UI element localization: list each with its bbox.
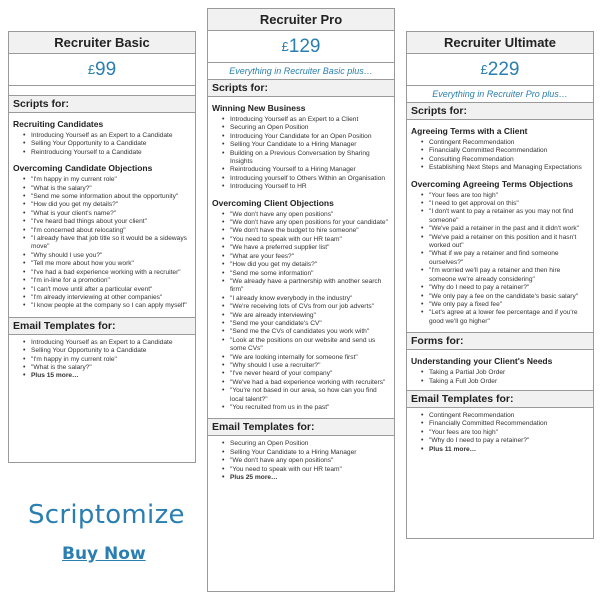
list-item: • "We are looking internally for someone first" [222,354,390,362]
list-item: • Introducing Yourself as an Expert to a Candidate [23,132,191,140]
list-item: • Financially Committed Recommendation [421,420,589,428]
forms-heading: Forms for: [407,332,593,350]
plan-title: Recruiter Pro [208,9,394,31]
group-items [13,339,191,381]
list-item: • Introducing Yourself to HR [222,183,390,191]
list-item: • "I've never heard of your company" [222,370,390,378]
more-count: • Plus 25 more… [222,474,390,482]
plan-price [407,54,593,86]
list-item: • Taking a Partial Job Order [421,369,589,377]
list-item: • "We've paid a retainer on this position and it hasn't worked out" [421,234,589,251]
list-item: • "I already have that job title so it would be a sideways move" [23,235,191,252]
plan-card-ultimate [406,31,594,539]
brand-logo-text: Scriptomize [28,500,185,530]
list-item: • Selling Your Opportunity to a Candidate [23,347,191,355]
plan-price [9,54,195,86]
list-item: • "Your fees are too high" [421,429,589,437]
forms-list [407,356,593,386]
list-item: • "Why should I use you?" [23,252,191,260]
list-item: • "We already have a partnership with another search firm" [222,278,390,295]
scripts-heading: Scripts for: [208,80,394,97]
list-item: • "I've heard bad things about your client" [23,218,191,226]
list-item: • "You need to speak with our HR team" [222,466,390,474]
list-item: • "We are already interviewing" [222,312,390,320]
price-amount: 229 [487,59,520,80]
group-title: Overcoming Agreeing Terms Objections [411,178,574,189]
list-item: • "We only pay a fee on the candidate's basic salary" [421,293,589,301]
list-item: • "How did you get my details?" [23,201,191,209]
list-item: • "Let's agree at a lower fee percentage and if you're good we'll go higher" [421,309,589,326]
group-items [13,176,191,311]
list-item: • "What is the salary?" [23,185,191,193]
scripts-list [407,126,593,326]
list-item: • Introducing Yourself as an Expert to a Candidate [23,339,191,347]
scripts-list [9,119,195,311]
list-item: • Consulting Recommendation [421,156,589,164]
list-item: • "I'm already interviewing at other companies" [23,294,191,302]
buy-now-link[interactable]: Buy Now [62,544,146,564]
group-items [411,192,589,327]
group-title: Winning New Business [212,103,306,113]
list-item: • "We're receiving lots of CVs from our job adverts" [222,303,390,311]
list-item: • "Send me your candidate's CV" [222,320,390,328]
group-items [13,132,191,157]
list-item: • "I'm concerned about relocating" [23,227,191,235]
list-item: • "I'm happy in my current role" [23,356,191,364]
list-item: • "What are your fees?" [222,253,390,261]
list-item: • "Why do I need to pay a retainer?" [421,284,589,292]
list-item: • "You recruited from us in the past" [222,404,390,412]
list-item: • "I know people at the company so I can apply myself" [23,302,191,310]
group-title: Recruiting Candidates [13,119,104,129]
group-title: Agreeing Terms with a Client [411,126,528,136]
plan-card-basic [8,31,196,463]
list-item: • "I'm worried we'll pay a retainer and then hire someone we're already considering" [421,267,589,284]
list-item: • "We don't have the budget to hire someone" [222,227,390,235]
list-item: • "I don't want to pay a retainer as you may not find someone" [421,208,589,225]
list-item: • "How did you get my details?" [222,261,390,269]
list-item: • "Send me the CVs of candidates you work with" [222,328,390,336]
list-item: • "Send me some information" [222,270,390,278]
list-item: • Selling Your Candidate to a Hiring Manager [222,449,390,457]
list-item: • "I'm in-line for a promotion" [23,277,191,285]
list-item: • "What if we pay a retainer and find someone ourselves?" [421,250,589,267]
list-item: • "Why do I need to pay a retainer?" [421,437,589,445]
plan-title: Recruiter Basic [9,32,195,54]
plan-price [208,31,394,63]
currency-symbol: £ [281,39,289,54]
list-item: • "Your fees are too high" [421,192,589,200]
list-item: • Introducing Yourself as an Expert to a Client [222,116,390,124]
list-item: • Introducing yourself to Others Within an Organisation [222,175,390,183]
list-item: • "I can't move until after a particular event" [23,286,191,294]
list-item: • Reintroducing Yourself to a Hiring Manager [222,166,390,174]
list-item: • Selling Your Candidate to a Hiring Manager [222,141,390,149]
group-items [411,139,589,173]
list-item: • Selling Your Opportunity to a Candidate [23,140,191,148]
list-item: • Financially Committed Recommendation [421,147,589,155]
list-item: • "We've had a bad experience working with recruiters" [222,379,390,387]
plan-note: Everything in Recruiter Basic plus… [208,63,394,80]
list-item: • Introducing Your Candidate for an Open Position [222,133,390,141]
list-item: • Taking a Full Job Order [421,378,589,386]
email-templates-heading: Email Templates for: [208,418,394,436]
list-item: • Securing an Open Position [222,124,390,132]
list-item: • "What is the salary?" [23,364,191,372]
list-item: • Securing an Open Position [222,440,390,448]
group-title: Understanding your Client's Needs [411,356,553,367]
group-title: Overcoming Candidate Objections [13,163,153,174]
list-item: • "I already know everybody in the industry" [222,295,390,303]
list-item: • "Why should I use a recruiter?" [222,362,390,370]
list-item: • "I'm happy in my current role" [23,176,191,184]
list-item: • "You're not based in our area, so how can you find local talent?" [222,387,390,404]
list-item: • Building on a Previous Conversation by Sharing Insights [222,150,390,167]
list-item: • "You need to speak with our HR team" [222,236,390,244]
list-item: • "I've had a bad experience working with a recruiter" [23,269,191,277]
list-item: • "We've paid a retainer in the past and it didn't work" [421,225,589,233]
group-items [411,369,589,386]
list-item: • "We don't have any open positions for your candidate" [222,219,390,227]
spacer [9,86,195,96]
list-item: • "We have a preferred supplier list" [222,244,390,252]
price-amount: 99 [95,59,117,80]
list-item: • Contingent Recommendation [421,139,589,147]
list-item: • "What is your client's name?" [23,210,191,218]
group-items [411,412,589,454]
price-amount: 129 [288,36,321,57]
list-item: • "Tell me more about how you work" [23,260,191,268]
list-item: • Reintroducing Yourself to a Candidate [23,149,191,157]
scripts-heading: Scripts for: [407,103,593,120]
email-templates-list [407,408,593,454]
group-items [212,211,390,413]
list-item: • "Look at the positions on our website and send us some CVs" [222,337,390,354]
list-item: • "We only pay a fixed fee" [421,301,589,309]
plan-note: Everything in Recruiter Pro plus… [407,86,593,103]
currency-symbol: £ [480,62,488,77]
more-count: • Plus 15 more… [23,372,191,380]
list-item: • "Send me some information about the opportunity" [23,193,191,201]
list-item: • "I need to get approval on this" [421,200,589,208]
scripts-heading: Scripts for: [9,96,195,113]
list-item: • "We don't have any open positions" [222,457,390,465]
list-item: • Contingent Recommendation [421,412,589,420]
currency-symbol: £ [87,62,96,77]
group-items [212,440,390,482]
list-item: • Establishing Next Steps and Managing Expectations [421,164,589,172]
list-item: • "We don't have any open positions" [222,211,390,219]
email-templates-heading: Email Templates for: [407,390,593,408]
more-count: • Plus 11 more… [421,446,589,454]
email-templates-heading: Email Templates for: [9,317,195,335]
group-items [212,116,390,192]
group-title: Overcoming Client Objections [212,197,334,208]
email-templates-list [9,335,195,381]
scripts-list [208,103,394,412]
email-templates-list [208,436,394,482]
plan-card-pro [207,8,395,592]
plan-title: Recruiter Ultimate [407,32,593,54]
